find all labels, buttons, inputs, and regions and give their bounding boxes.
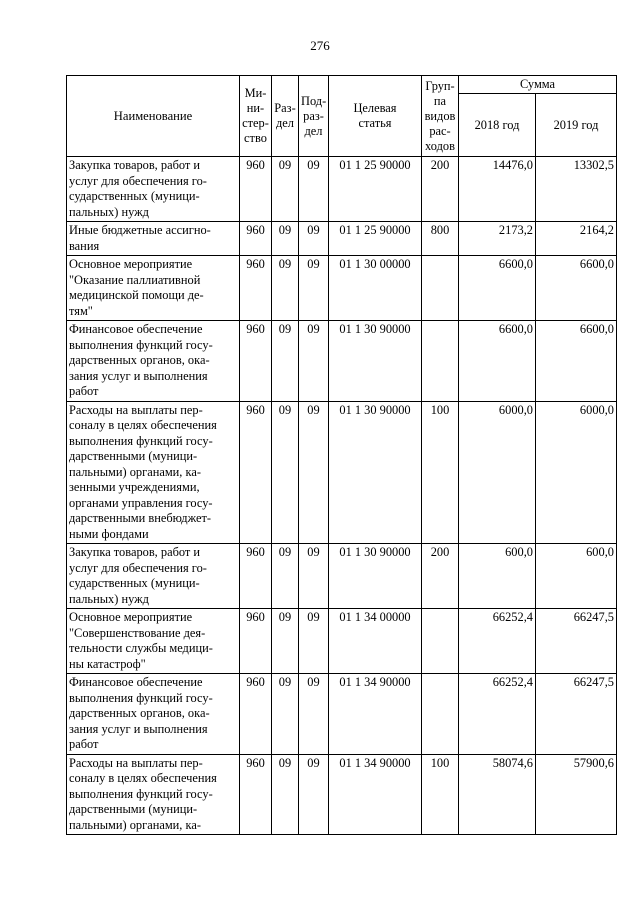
header-target-l1: Целевая bbox=[353, 101, 397, 115]
header-year-2018: 2018 год bbox=[459, 94, 536, 157]
row-sum-2018: 66252,4 bbox=[459, 609, 536, 674]
row-name bbox=[67, 674, 240, 755]
row-target: 01 1 34 90000 bbox=[329, 674, 422, 755]
row-ministry: 960 bbox=[240, 401, 272, 544]
row-name bbox=[67, 321, 240, 402]
row-name bbox=[67, 544, 240, 609]
row-group: 100 bbox=[422, 754, 459, 835]
row-group bbox=[422, 321, 459, 402]
row-section: 09 bbox=[272, 609, 299, 674]
row-group bbox=[422, 674, 459, 755]
page-number: 276 bbox=[310, 38, 330, 53]
header-target bbox=[329, 76, 422, 157]
row-sum-2019: 2164,2 bbox=[536, 222, 617, 256]
budget-table bbox=[66, 75, 617, 835]
row-name-line: зания услуг и выполнения bbox=[69, 368, 208, 383]
row-name bbox=[67, 401, 240, 544]
header-row bbox=[67, 76, 617, 94]
header-target-l2: статья bbox=[358, 116, 392, 130]
row-section: 09 bbox=[272, 401, 299, 544]
row-name bbox=[67, 256, 240, 321]
row-name-line: тельности службы медици- bbox=[69, 641, 213, 655]
row-sum-2019: 13302,5 bbox=[536, 157, 617, 222]
row-name-line: ны катастроф" bbox=[69, 656, 146, 671]
table-row bbox=[67, 674, 617, 755]
row-name-line: органами управления госу- bbox=[69, 495, 213, 510]
row-name-line: Закупка товаров, работ и bbox=[69, 158, 201, 172]
table-row bbox=[67, 544, 617, 609]
row-sum-2018: 6000,0 bbox=[459, 401, 536, 544]
row-name-line: выполнения функций госу- bbox=[69, 433, 213, 448]
row-sum-2019: 57900,6 bbox=[536, 754, 617, 835]
row-name-line: услуг для обеспечения го- bbox=[69, 173, 207, 188]
row-name-line: сударственных (муници- bbox=[69, 189, 200, 203]
row-group: 200 bbox=[422, 157, 459, 222]
row-subsection: 09 bbox=[299, 674, 329, 755]
table-row bbox=[67, 401, 617, 544]
row-name-line: Финансовое обеспечение bbox=[69, 675, 203, 689]
row-name-line: дарственных органов, ока- bbox=[69, 706, 210, 720]
row-sum-2018: 600,0 bbox=[459, 544, 536, 609]
row-name bbox=[67, 754, 240, 835]
row-sum-2019: 6000,0 bbox=[536, 401, 617, 544]
header-ministry-l3: стер- bbox=[242, 116, 269, 130]
header-section bbox=[272, 76, 299, 157]
row-section: 09 bbox=[272, 256, 299, 321]
row-name-line: дарственными (муници- bbox=[69, 449, 198, 463]
row-name-line: пальными) органами, ка- bbox=[69, 464, 201, 479]
row-name-line: выполнения функций госу- bbox=[69, 690, 213, 705]
row-group bbox=[422, 609, 459, 674]
table-row bbox=[67, 157, 617, 222]
header-section-l2: дел bbox=[276, 116, 294, 130]
row-name-line: Расходы на выплаты пер- bbox=[69, 755, 203, 770]
row-name-line: вания bbox=[69, 238, 100, 253]
row-name-line: выполнения функций госу- bbox=[69, 786, 213, 801]
row-sum-2018: 2173,2 bbox=[459, 222, 536, 256]
row-target: 01 1 30 90000 bbox=[329, 321, 422, 402]
row-subsection: 09 bbox=[299, 256, 329, 321]
row-sum-2019: 600,0 bbox=[536, 544, 617, 609]
table-row bbox=[67, 609, 617, 674]
row-name-line: пальными) органами, ка- bbox=[69, 817, 201, 832]
row-name-line: работ bbox=[69, 384, 99, 398]
row-section: 09 bbox=[272, 321, 299, 402]
row-target: 01 1 34 90000 bbox=[329, 754, 422, 835]
row-name-line: соналу в целях обеспечения bbox=[69, 418, 217, 432]
table-row bbox=[67, 256, 617, 321]
row-section: 09 bbox=[272, 544, 299, 609]
row-name-line: дарственными (муници- bbox=[69, 802, 198, 816]
row-ministry: 960 bbox=[240, 321, 272, 402]
row-name-line: зенными учреждениями, bbox=[69, 480, 200, 494]
row-target: 01 1 25 90000 bbox=[329, 222, 422, 256]
row-sum-2018: 6600,0 bbox=[459, 256, 536, 321]
row-sum-2019: 6600,0 bbox=[536, 321, 617, 402]
row-sum-2019: 66247,5 bbox=[536, 674, 617, 755]
row-section: 09 bbox=[272, 674, 299, 755]
header-subsection-l3: дел bbox=[304, 123, 323, 138]
row-name bbox=[67, 157, 240, 222]
row-section: 09 bbox=[272, 157, 299, 222]
row-section: 09 bbox=[272, 754, 299, 835]
row-group: 800 bbox=[422, 222, 459, 256]
row-name-line: Основное мероприятие bbox=[69, 610, 193, 624]
row-target: 01 1 30 90000 bbox=[329, 544, 422, 609]
header-group-l4: рас- bbox=[429, 123, 451, 138]
row-sum-2019: 66247,5 bbox=[536, 609, 617, 674]
header-group-l2: па bbox=[433, 93, 447, 108]
row-ministry: 960 bbox=[240, 754, 272, 835]
row-name-line: ными фондами bbox=[69, 526, 149, 541]
row-name-line: дарственных органов, ока- bbox=[69, 353, 210, 367]
header-subsection bbox=[299, 76, 329, 157]
header-group-l5: ходов bbox=[425, 138, 455, 153]
row-name-line: Закупка товаров, работ и bbox=[69, 545, 201, 559]
header-sum: Сумма bbox=[459, 76, 617, 94]
header-ministry-l4: ство bbox=[244, 131, 267, 145]
row-ministry: 960 bbox=[240, 222, 272, 256]
row-name-line: Расходы на выплаты пер- bbox=[69, 402, 203, 417]
row-name-line: медицинской помощи де- bbox=[69, 288, 204, 302]
row-name-line: соналу в целях обеспечения bbox=[69, 771, 217, 785]
row-ministry: 960 bbox=[240, 157, 272, 222]
row-ministry: 960 bbox=[240, 256, 272, 321]
row-subsection: 09 bbox=[299, 609, 329, 674]
row-name-line: услуг для обеспечения го- bbox=[69, 560, 207, 575]
row-section: 09 bbox=[272, 222, 299, 256]
row-name-line: пальных) нужд bbox=[69, 591, 149, 606]
row-name-line: дарственными внебюджет- bbox=[69, 511, 212, 525]
row-name-line: пальных) нужд bbox=[69, 204, 149, 219]
row-name-line: "Совершенствование дея- bbox=[69, 625, 206, 640]
row-subsection: 09 bbox=[299, 321, 329, 402]
row-subsection: 09 bbox=[299, 754, 329, 835]
header-ministry-l2: ни- bbox=[246, 101, 265, 115]
table-row bbox=[67, 321, 617, 402]
row-name bbox=[67, 222, 240, 256]
header-subsection-l2: раз- bbox=[303, 108, 324, 123]
row-name bbox=[67, 609, 240, 674]
row-ministry: 960 bbox=[240, 544, 272, 609]
row-group: 100 bbox=[422, 401, 459, 544]
header-year-2019: 2019 год bbox=[536, 94, 617, 157]
row-sum-2019: 6600,0 bbox=[536, 256, 617, 321]
header-group-l3: видов bbox=[424, 108, 456, 123]
table-body bbox=[67, 157, 617, 835]
header-name: Наименование bbox=[67, 76, 240, 157]
row-name-line: тям" bbox=[69, 303, 93, 318]
row-name-line: выполнения функций госу- bbox=[69, 337, 213, 352]
row-ministry: 960 bbox=[240, 609, 272, 674]
table-row bbox=[67, 222, 617, 256]
table-row bbox=[67, 754, 617, 835]
row-sum-2018: 6600,0 bbox=[459, 321, 536, 402]
row-subsection: 09 bbox=[299, 401, 329, 544]
header-group bbox=[422, 76, 459, 157]
header-ministry bbox=[240, 76, 272, 157]
row-subsection: 09 bbox=[299, 222, 329, 256]
header-group-l1: Груп- bbox=[425, 78, 455, 93]
header-subsection-l1: Под- bbox=[301, 93, 327, 108]
row-ministry: 960 bbox=[240, 674, 272, 755]
row-subsection: 09 bbox=[299, 544, 329, 609]
row-name-line: Основное мероприятие bbox=[69, 257, 193, 271]
row-name-line: Иные бюджетные ассигно- bbox=[69, 223, 211, 237]
row-name-line: работ bbox=[69, 737, 99, 751]
row-target: 01 1 30 90000 bbox=[329, 401, 422, 544]
row-name-line: Финансовое обеспечение bbox=[69, 322, 203, 336]
row-subsection: 09 bbox=[299, 157, 329, 222]
row-name-line: "Оказание паллиативной bbox=[69, 272, 201, 287]
row-target: 01 1 34 00000 bbox=[329, 609, 422, 674]
row-name-line: сударственных (муници- bbox=[69, 576, 200, 590]
header-section-l1: Раз- bbox=[274, 101, 296, 115]
header-ministry-l1: Ми- bbox=[244, 86, 267, 100]
row-target: 01 1 25 90000 bbox=[329, 157, 422, 222]
row-name-line: зания услуг и выполнения bbox=[69, 721, 208, 736]
row-sum-2018: 14476,0 bbox=[459, 157, 536, 222]
row-group: 200 bbox=[422, 544, 459, 609]
row-target: 01 1 30 00000 bbox=[329, 256, 422, 321]
row-sum-2018: 58074,6 bbox=[459, 754, 536, 835]
row-group bbox=[422, 256, 459, 321]
row-sum-2018: 66252,4 bbox=[459, 674, 536, 755]
